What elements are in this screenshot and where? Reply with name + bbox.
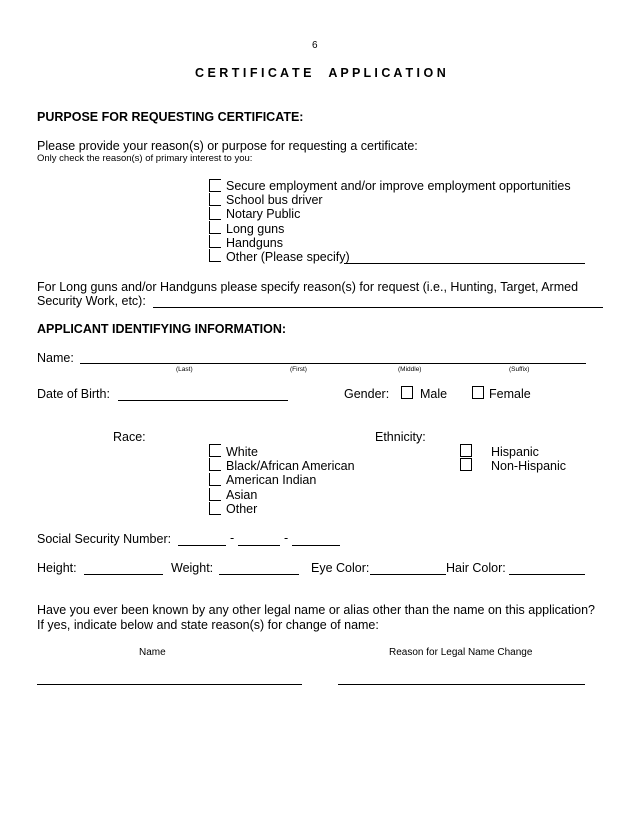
alias-reason-column-label: Reason for Legal Name Change — [389, 647, 533, 658]
race-asian-checkbox[interactable] — [209, 488, 221, 501]
gender-female-checkbox[interactable] — [472, 386, 484, 399]
guns-reason-input-line[interactable] — [153, 307, 603, 308]
purpose-option-employment: Secure employment and/or improve employment opportunities — [226, 179, 571, 193]
race-asian-label: Asian — [226, 488, 258, 502]
purpose-option-long-guns: Long guns — [226, 222, 285, 236]
weight-label: Weight: — [171, 561, 214, 575]
alias-question-line2: If yes, indicate below and state reason(s) for change of name: — [37, 618, 379, 632]
weight-input-line[interactable] — [219, 574, 299, 575]
purpose-option-handguns: Handguns — [226, 236, 283, 250]
purpose-instruction: Please provide your reason(s) or purpose for requesting a certificate: — [37, 139, 418, 153]
guns-reason-line1: For Long guns and/or Handguns please specify reason(s) for request (i.e., Hunting, Target, Armed — [37, 280, 579, 294]
ssn-part3-line[interactable] — [292, 545, 340, 546]
dob-input-line[interactable] — [118, 400, 288, 401]
purpose-option-school-bus: School bus driver — [226, 193, 323, 207]
name-part-suffix: (Suffix) — [509, 366, 530, 373]
purpose-heading: PURPOSE FOR REQUESTING CERTIFICATE: — [37, 110, 304, 124]
purpose-note: Only check the reason(s) of primary interest to you: — [37, 153, 253, 164]
race-white-label: White — [226, 445, 258, 459]
purpose-checkbox-employment[interactable] — [209, 179, 221, 192]
page-number: 6 — [312, 40, 318, 51]
race-black-label: Black/African American — [226, 459, 355, 473]
alias-question-line1: Have you ever been known by any other legal name or alias other than the name on this application? — [37, 603, 595, 617]
ethnicity-hispanic-label: Hispanic — [491, 445, 539, 459]
ethnicity-label: Ethnicity: — [375, 430, 426, 444]
purpose-option-notary: Notary Public — [226, 207, 301, 221]
name-input-line[interactable] — [80, 363, 586, 364]
purpose-option-other: Other (Please specify) — [226, 250, 350, 264]
race-label: Race: — [113, 430, 146, 444]
race-other-checkbox[interactable] — [209, 502, 221, 515]
ssn-dash-1: - — [230, 531, 235, 545]
race-other-label: Other — [226, 502, 258, 516]
height-label: Height: — [37, 561, 77, 575]
name-part-last: (Last) — [176, 366, 193, 373]
name-part-first: (First) — [290, 366, 307, 373]
ssn-label: Social Security Number: — [37, 532, 172, 546]
eye-color-input-line[interactable] — [370, 574, 446, 575]
ssn-part2-line[interactable] — [238, 545, 280, 546]
alias-name-column-label: Name — [139, 647, 166, 658]
purpose-checkbox-notary[interactable] — [209, 207, 221, 220]
purpose-checkbox-long-guns[interactable] — [209, 221, 221, 234]
ethnicity-hispanic-checkbox[interactable] — [460, 444, 472, 457]
guns-reason-line2: Security Work, etc): — [37, 294, 146, 308]
hair-color-label: Hair Color: — [446, 561, 506, 575]
dob-label: Date of Birth: — [37, 387, 110, 401]
gender-label: Gender: — [344, 387, 390, 401]
name-part-middle: (Middle) — [398, 366, 422, 373]
eye-color-label: Eye Color: — [311, 561, 370, 575]
alias-name-input-line[interactable] — [37, 684, 302, 685]
gender-female-label: Female — [489, 387, 531, 401]
applicant-heading: APPLICANT IDENTIFYING INFORMATION: — [37, 322, 287, 336]
ssn-part1-line[interactable] — [178, 545, 226, 546]
purpose-other-specify-line[interactable] — [344, 263, 585, 264]
ethnicity-non-hispanic-label: Non-Hispanic — [491, 459, 567, 473]
race-black-checkbox[interactable] — [209, 458, 221, 471]
alias-reason-input-line[interactable] — [338, 684, 585, 685]
gender-male-checkbox[interactable] — [401, 386, 413, 399]
purpose-checkbox-school-bus[interactable] — [209, 193, 221, 206]
race-white-checkbox[interactable] — [209, 444, 221, 457]
hair-color-input-line[interactable] — [509, 574, 585, 575]
height-input-line[interactable] — [84, 574, 163, 575]
page-title: C E R T I F I C A T E A P P L I C A T I O N — [195, 66, 446, 80]
gender-male-label: Male — [420, 387, 448, 401]
race-american-indian-checkbox[interactable] — [209, 473, 221, 486]
ethnicity-non-hispanic-checkbox[interactable] — [460, 458, 472, 471]
purpose-checkbox-handguns[interactable] — [209, 235, 221, 248]
ssn-dash-2: - — [284, 531, 289, 545]
race-american-indian-label: American Indian — [226, 473, 317, 487]
name-label: Name: — [37, 351, 74, 365]
purpose-checkbox-other[interactable] — [209, 249, 221, 262]
